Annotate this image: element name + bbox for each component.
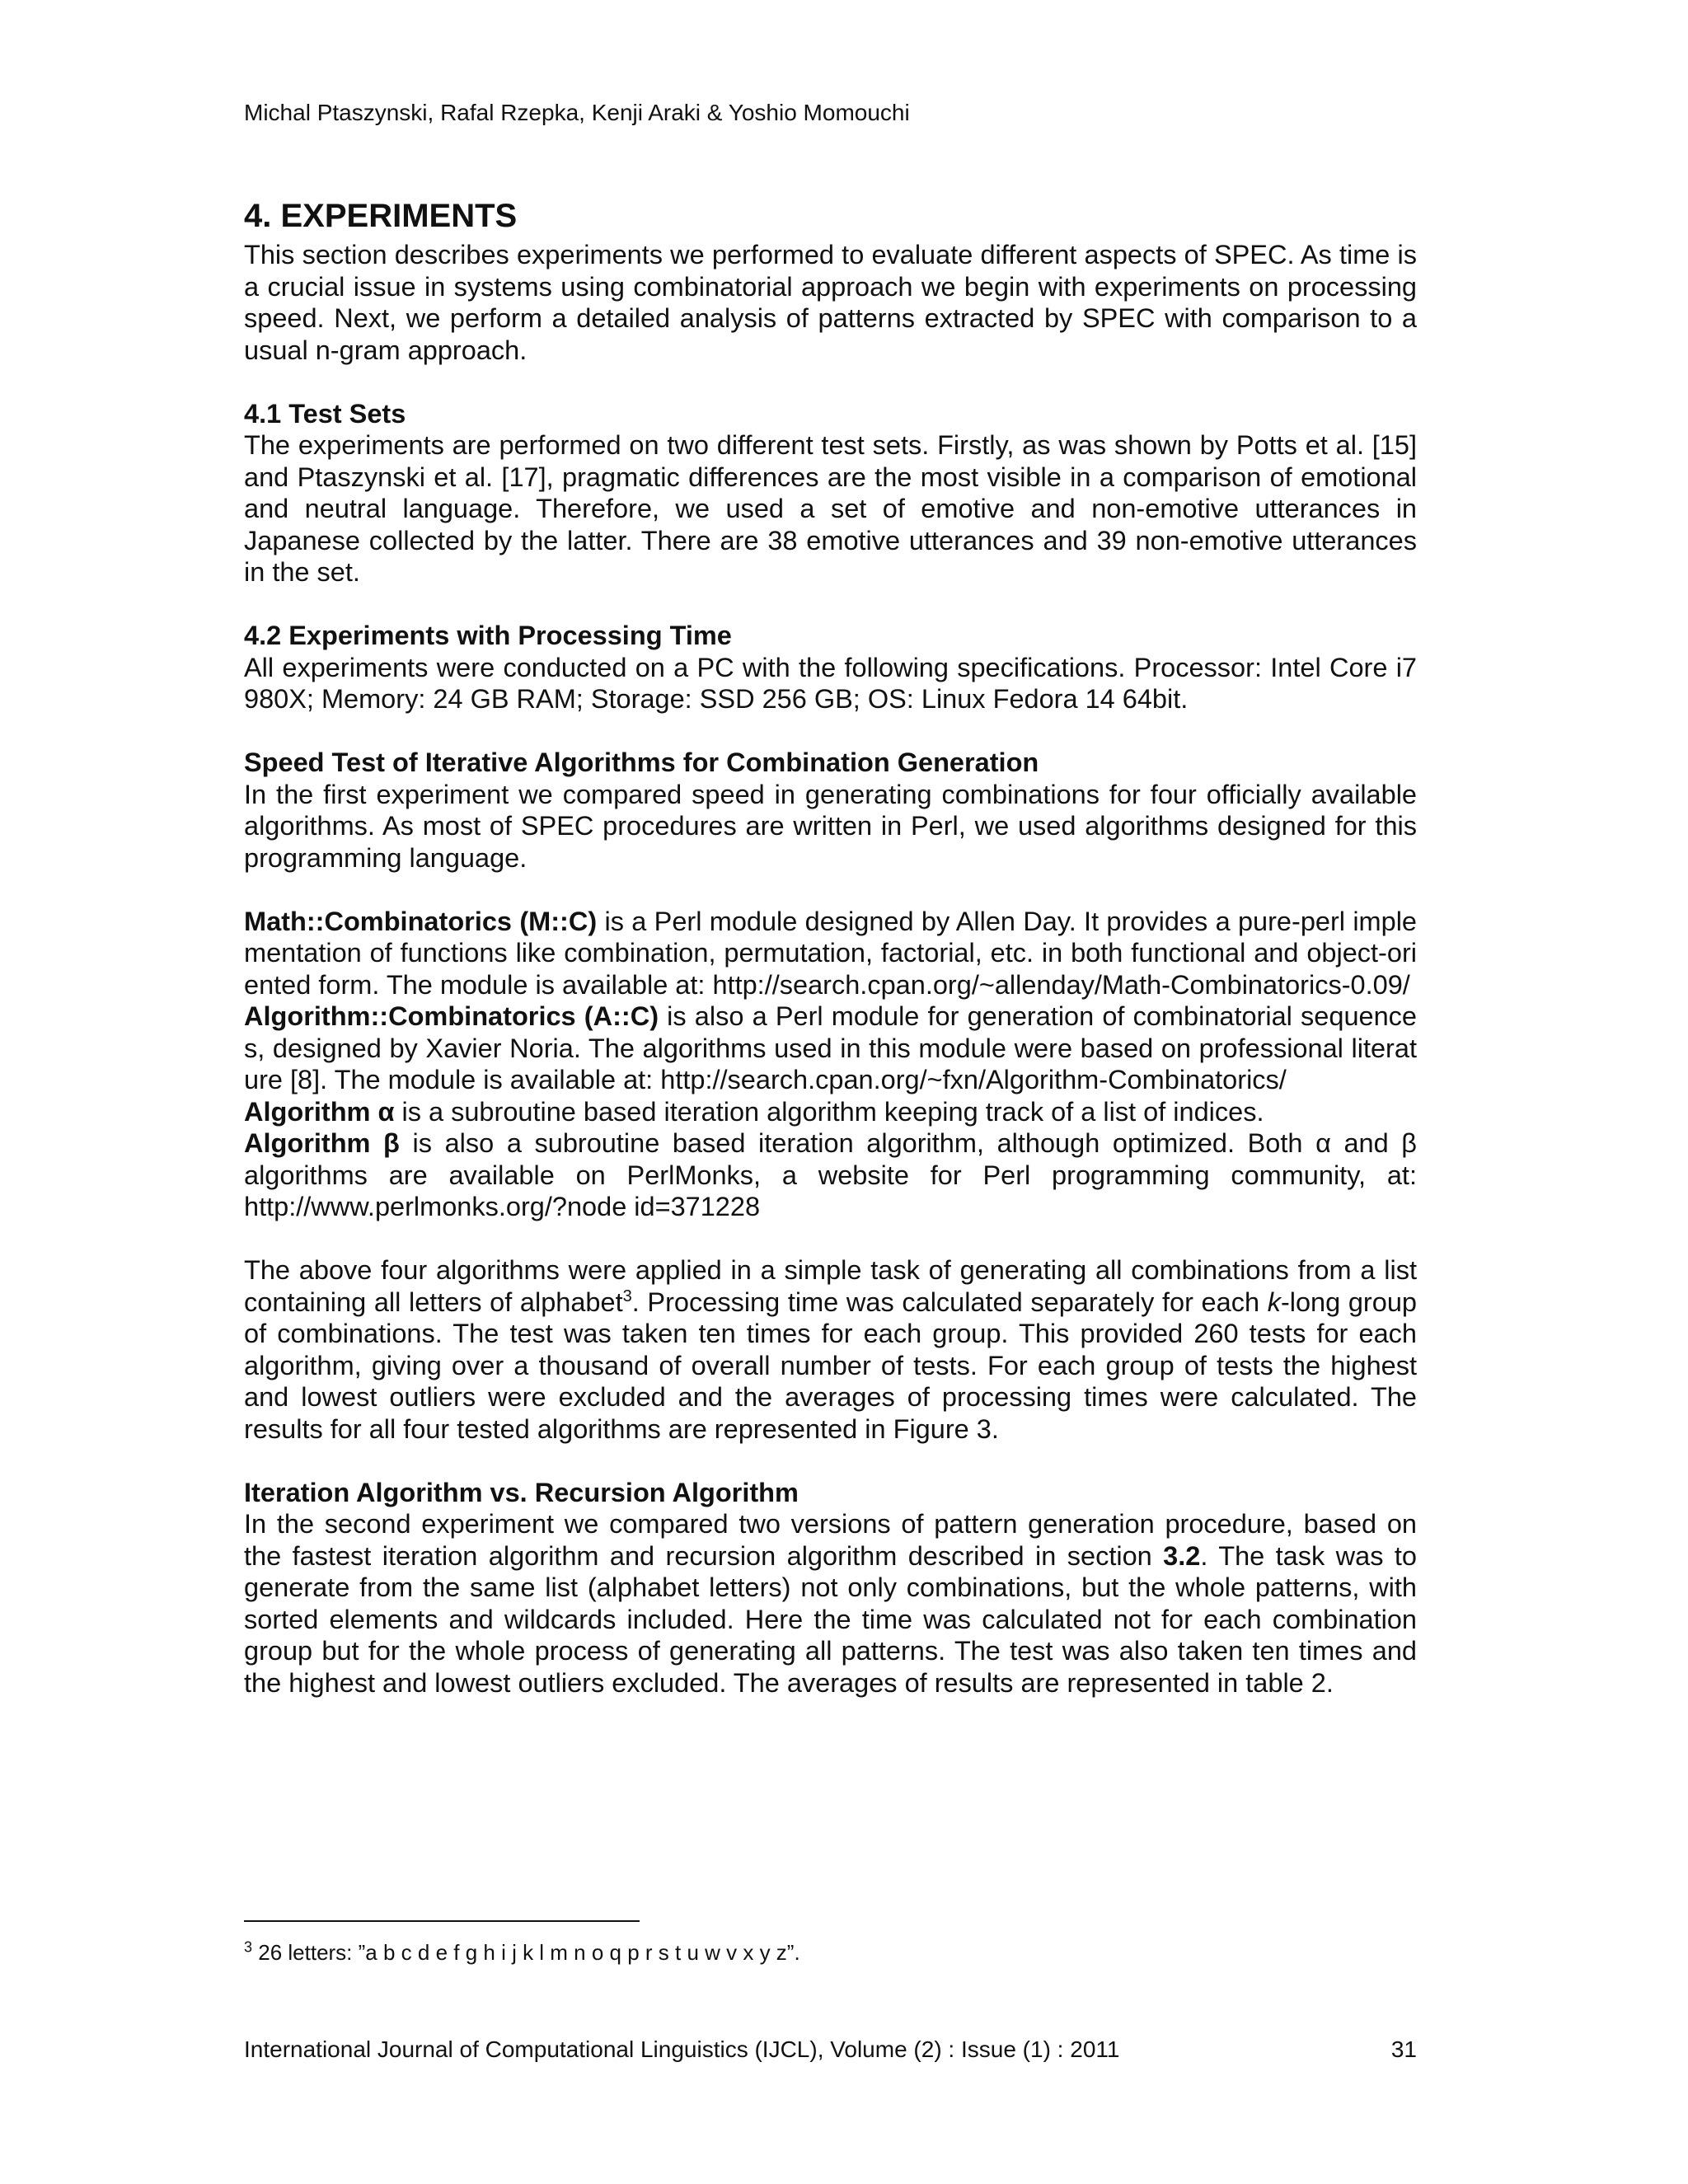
iteration-text-a: In the second experiment we compared two versions of pattern generation procedure, based on the fastest iteration algorithm and recursion algorithm described in section [244, 1509, 1417, 1571]
paragraph-applied-task [244, 1254, 1417, 1445]
algorithm-combinatorics-description: is also a Perl module for generation of combinatorial sequences, designed by Xavier Noria. The algorithms used in this module were based on professional literature [8]. The module is available at: http://search.cpan.org/~fxn/Algorithm-Combinatorics/ [244, 1001, 1417, 1094]
section-ref: 3.2 [1163, 1540, 1201, 1571]
paragraph-algorithm-alpha [244, 1096, 1417, 1128]
k-variable: k [1267, 1286, 1281, 1317]
algorithm-beta-description: is also a subroutine based iteration algorithm, although optimized. Both α and β algorithms are available on PerlMonks, a website for Perl programming community, at: http://www.perlmonks.org/?node id=371228 [244, 1128, 1417, 1221]
paragraph-algorithm-combinatorics [244, 1001, 1417, 1096]
term-algorithm-beta: Algorithm β [244, 1128, 400, 1158]
section-intro: This section describes experiments we performed to evaluate different aspects of SPEC. As time is a crucial issue in systems using combinatorial approach we begin with experiments on processing speed. Next, we perform a detailed analysis of patterns extracted by SPEC with comparison to a usual n-gram approach. [244, 240, 1417, 365]
footnote [244, 1938, 800, 1966]
section-title: 4. EXPERIMENTS [244, 198, 518, 234]
math-combinatorics-description: is a Perl module designed by Allen Day. It provides a pure-perl implementation of functions like combination, permutation, factorial, etc. in both functional and object-oriented form. The module is available at: http://search.cpan.org/~allenday/Math-Combinatorics-0.09/ [244, 906, 1417, 1000]
applied-text-c: -long group of combinations. The test was taken ten times for each group. This provided 260 tests for each algorithm, giving over a thousand of overall number of tests. For each group of tests the highest and lowest outliers were excluded and the averages of processing times were calculated. The results for all four tested algorithms are represented in Figure 3. [244, 1286, 1417, 1444]
iteration-text-b: . The task was to generate from the same list (alphabet letters) not only combinations, but the whole patterns, with sorted elements and wildcards included. Here the time was calculated not for each combination group but for the whole process of generating all patterns. The test was also taken ten times and the highest and lowest outliers excluded. The averages of results are represented in table 2. [244, 1540, 1417, 1698]
applied-text-b: . Processing time was calculated separately for each [631, 1286, 1268, 1317]
paragraph-iteration-vs-recursion [244, 1508, 1417, 1699]
paragraph-speed-test: In the first experiment we compared speed in generating combinations for four officially available algorithms. As most of SPEC procedures are written in Perl, we used algorithms designed for this programming language. [244, 779, 1417, 873]
footnote-mark: 3 [244, 1938, 253, 1956]
term-math-combinatorics: Math::Combinatorics (M::C) [244, 906, 598, 936]
footnote-divider [244, 1920, 640, 1922]
term-algorithm-alpha: Algorithm α [244, 1096, 395, 1127]
page-number: 31 [1390, 2036, 1417, 2062]
body-content [244, 196, 1417, 1699]
applied-text-a: The above four algorithms were applied in a simple task of generating all combinations from a list containing all letters of alphabet [244, 1255, 1417, 1317]
footnote-ref-3: 3 [622, 1286, 632, 1305]
footnote-text: 26 letters: ”a b c d e f g h i j k l m n o q p r s t u w v x y z”. [252, 1940, 800, 1965]
subsection-title-iteration-vs-recursion: Iteration Algorithm vs. Recursion Algorithm [244, 1477, 799, 1507]
algorithm-alpha-description: is a subroutine based iteration algorithm keeping track of a list of indices. [394, 1096, 1264, 1127]
term-algorithm-combinatorics: Algorithm::Combinatorics (A::C) [244, 1001, 659, 1031]
paragraph-math-combinatorics [244, 906, 1417, 1001]
subsection-title-test-sets: 4.1 Test Sets [244, 398, 406, 429]
footer-journal: International Journal of Computational Linguistics (IJCL), Volume (2) : Issue (1) : 2011 [244, 2036, 1120, 2062]
paragraph-algorithm-beta [244, 1127, 1417, 1223]
subsection-title-processing-time: 4.2 Experiments with Processing Time [244, 621, 732, 650]
running-header-authors: Michal Ptaszynski, Rafal Rzepka, Kenji Araki & Yoshio Momouchi [244, 100, 910, 125]
subsection-title-speed-test: Speed Test of Iterative Algorithms for Combination Generation [244, 748, 1039, 777]
paragraph-processing-time: All experiments were conducted on a PC with the following specifications. Processor: Intel Core i7 980X; Memory: 24 GB RAM; Storage: SSD 256 GB; OS: Linux Fedora 14 64bit. [244, 652, 1417, 714]
paragraph-test-sets: The experiments are performed on two different test sets. Firstly, as was shown by Potts et al. [15] and Ptaszynski et al. [17], pragmatic differences are the most visible in a comparison of emotional and neutral language. Therefore, we used a set of emotive and non-emotive utterances in Japanese collected by the latter. There are 38 emotive utterances and 39 non-emotive utterances in the set. [244, 430, 1417, 587]
